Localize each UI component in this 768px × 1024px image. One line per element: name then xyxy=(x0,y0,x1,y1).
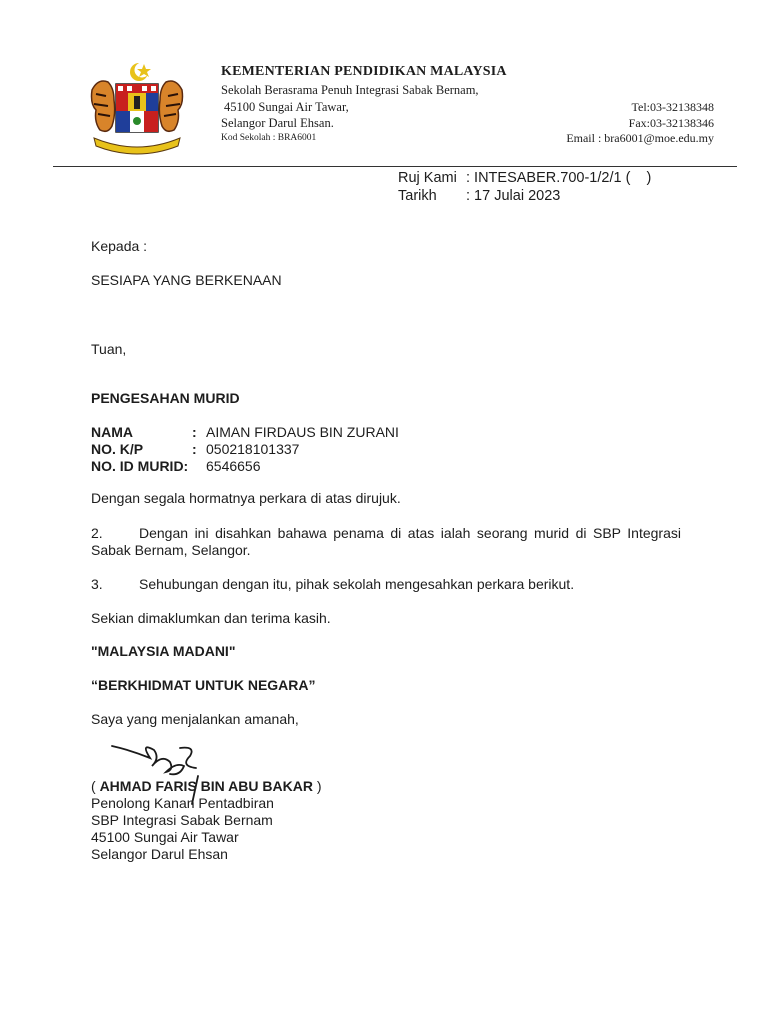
reference-block xyxy=(398,169,651,205)
subject-heading: PENGESAHAN MURID xyxy=(91,390,240,406)
student-details xyxy=(91,424,399,475)
signatory-block xyxy=(91,778,322,863)
to-label: Kepada : xyxy=(91,238,148,254)
field-label: NO. ID MURID: xyxy=(91,458,189,474)
paragraph-number: 2. xyxy=(91,525,103,541)
field-ic-row xyxy=(91,441,399,458)
field-name-row xyxy=(91,424,399,441)
paragraph-2 xyxy=(91,525,681,559)
field-label: NO. K/P xyxy=(91,441,144,457)
signatory-name: AHMAD FARIS BIN ABU BAKAR xyxy=(99,778,313,794)
malaysia-coat-of-arms-icon xyxy=(92,63,183,155)
email: Email : bra6001@moe.edu.my xyxy=(566,131,714,145)
recipient: SESIAPA YANG BERKENAAN xyxy=(91,272,282,288)
telephone: Tel:03-32138348 xyxy=(631,100,714,114)
date-label: Tarikh xyxy=(398,188,437,204)
school-address-line2: Selangor Darul Ehsan. xyxy=(221,116,334,130)
motto-malaysia-madani: "MALAYSIA MADANI" xyxy=(91,643,236,659)
student-id: 6546656 xyxy=(206,458,261,474)
field-separator: : xyxy=(192,424,197,440)
student-name: AIMAN FIRDAUS BIN ZURANI xyxy=(206,424,399,440)
school-code: Kod Sekolah : BRA6001 xyxy=(221,133,317,143)
coat-of-arms-logo xyxy=(84,60,190,160)
signatory-title: Penolong Kanan Pentadbiran xyxy=(91,795,274,811)
field-label: NAMA xyxy=(91,424,133,440)
student-ic-number: 050218101337 xyxy=(206,441,300,457)
signatory-address-line2: Selangor Darul Ehsan xyxy=(91,846,228,862)
bracket-open: ( xyxy=(91,778,100,794)
school-name: Sekolah Berasrama Penuh Integrasi Sabak Bernam, xyxy=(221,83,479,97)
paragraph-number: 3. xyxy=(91,576,103,592)
letter-date: : 17 Julai 2023 xyxy=(466,188,561,204)
fax: Fax:03-32138346 xyxy=(628,116,714,130)
paragraph-3-text: Sehubungan dengan itu, pihak sekolah mengesahkan perkara berikut. xyxy=(139,576,575,592)
closing-line: Sekian dimaklumkan dan terima kasih. xyxy=(91,610,331,626)
signatory-address-line1: 45100 Sungai Air Tawar xyxy=(91,829,239,845)
paragraph-2-text: Dengan ini disahkan bahawa penama di atas ialah seorang murid di SBP Integrasi Sabak Bernam, Selangor. xyxy=(91,525,681,558)
field-separator: : xyxy=(192,441,197,457)
field-id-row xyxy=(91,458,399,475)
reference-number: : INTESABER.700-1/2/1 ( ) xyxy=(466,170,652,186)
motto-berkhidmat: “BERKHIDMAT UNTUK NEGARA” xyxy=(91,677,316,693)
school-address-line1: 45100 Sungai Air Tawar, xyxy=(224,100,349,114)
signatory-school: SBP Integrasi Sabak Bernam xyxy=(91,812,273,828)
signatory-name-line xyxy=(91,778,322,795)
paragraph-3 xyxy=(91,576,681,593)
bracket-close: ) xyxy=(312,778,322,794)
salutation: Tuan, xyxy=(91,341,127,357)
reference-label: Ruj Kami xyxy=(398,170,457,186)
header-divider xyxy=(53,166,737,167)
trust-line: Saya yang menjalankan amanah, xyxy=(91,711,299,727)
paragraph-1: Dengan segala hormatnya perkara di atas dirujuk. xyxy=(91,490,401,506)
ministry-name: KEMENTERIAN PENDIDIKAN MALAYSIA xyxy=(221,64,507,79)
